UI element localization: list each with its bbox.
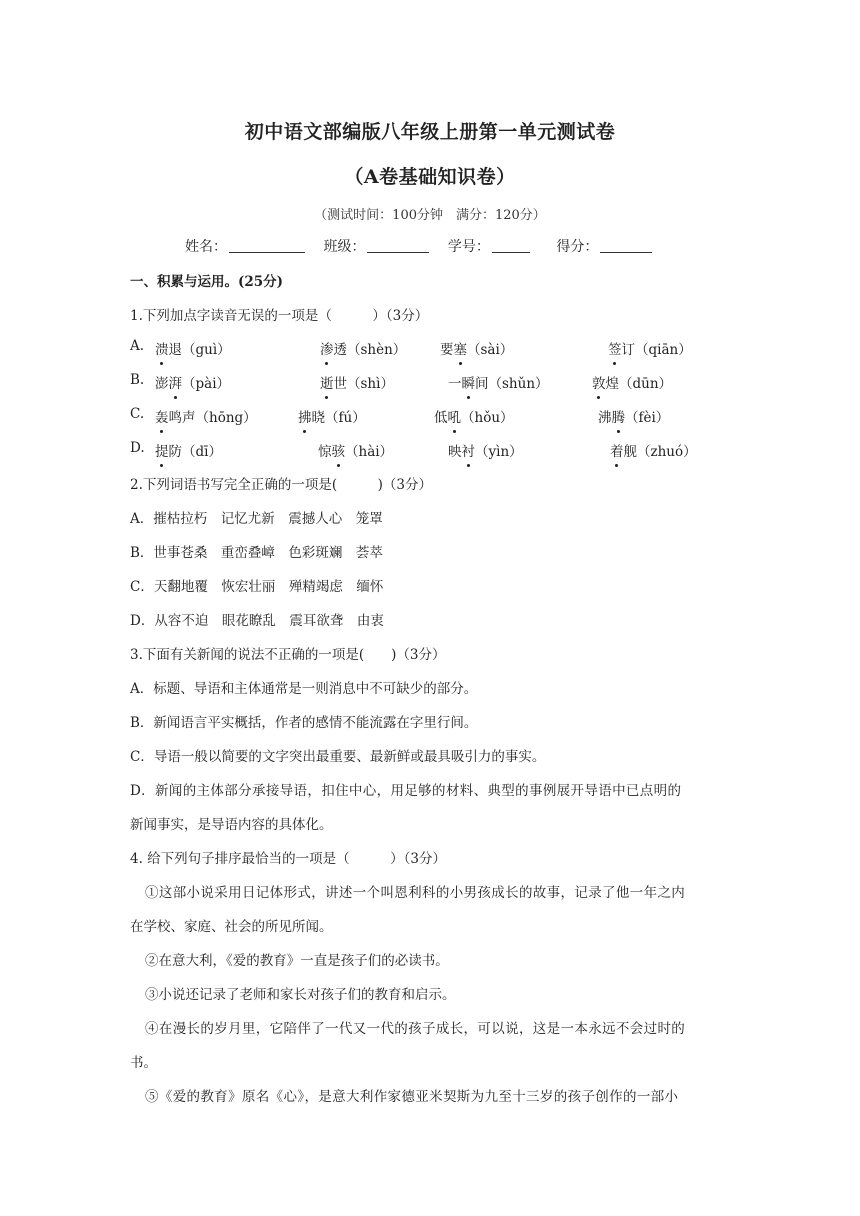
dotted-character: 吼 xyxy=(447,410,461,426)
question-1-option-item: 映衬（yìn） xyxy=(448,444,523,460)
sentence-2: ②在意大利，《爱的教育》一直是孩子们的必读书。 xyxy=(145,953,449,969)
class-label: 班级： xyxy=(323,239,366,255)
question-3-option-d: D．新闻的主体部分承接导语，扣住中心，用足够的材料、典型的事例展开导语中已点明的 xyxy=(130,783,682,799)
dotted-character: 渗 xyxy=(320,342,334,358)
question-1-option-item: 惊骇（hài） xyxy=(318,444,394,460)
question-3-option-c: C．导语一般以简要的文字突出最重要、最新鲜或最具吸引力的事实。 xyxy=(130,749,546,765)
question-2-option-c: C．天翻地覆 恢宏壮丽 殚精竭虑 缅怀 xyxy=(130,579,384,595)
id-label: 学号： xyxy=(447,239,490,255)
page-subtitle: （A卷基础知识卷） xyxy=(344,166,516,188)
dotted-character: 敦 xyxy=(592,376,606,392)
dotted-character: 塞 xyxy=(453,342,467,358)
dotted-character: 着 xyxy=(610,444,624,460)
question-1-option-item: 拂晓（fú） xyxy=(298,410,366,426)
sentence-5: ⑤《爱的教育》原名《心》，是意大利作家德亚米契斯为九至十三岁的孩子创作的一部小 xyxy=(145,1089,679,1105)
sentence-3: ③小说还记录了老师和家长对孩子们的教育和启示。 xyxy=(145,987,456,1003)
question-1-option-item: 逝世（shì） xyxy=(320,376,394,392)
question-1-option-item: 沸腾（fèi） xyxy=(598,410,670,426)
sentence-4: ④在漫长的岁月里，它陪伴了一代又一代的孩子成长，可以说，这是一本永远不会过时的 xyxy=(145,1021,686,1037)
question-1-stem: 1.下列加点字读音无误的一项是（ ）（3分） xyxy=(130,308,429,324)
question-2-stem: 2.下列词语书写完全正确的一项是( )（3分） xyxy=(130,477,433,493)
question-4-stem: 4. 给下列句子排序最恰当的一项是（ ）（3分） xyxy=(130,851,447,867)
dotted-character: 提 xyxy=(155,444,169,460)
question-2-option-d: D．从容不迫 眼花瞭乱 震耳欲聋 由衷 xyxy=(130,613,384,629)
dotted-character: 逝 xyxy=(320,376,334,392)
dotted-character: 轰 xyxy=(155,410,169,426)
dotted-character: 骇 xyxy=(331,444,345,460)
score-label: 得分： xyxy=(556,239,599,255)
question-1-option-item: 轰鸣声（hōng） xyxy=(155,410,257,426)
question-1-option-label: C. xyxy=(130,406,145,422)
sentence-1-cont: 在学校、家庭、社会的所见所闻。 xyxy=(130,919,333,935)
question-1-option-item: 溃退（guì） xyxy=(155,342,231,358)
sentence-4-cont: 书。 xyxy=(130,1055,157,1071)
question-1-option-label: A. xyxy=(130,338,145,354)
class-blank[interactable] xyxy=(367,238,429,253)
question-3-option-a: A．标题、导语和主体通常是一则消息中不可缺少的部分。 xyxy=(130,681,478,697)
page-title: 初中语文部编版八年级上册第一单元测试卷 xyxy=(244,121,616,143)
id-blank[interactable] xyxy=(492,238,530,253)
question-1-option-item: 着舰（zhuó） xyxy=(610,444,697,460)
dotted-character: 腾 xyxy=(611,410,625,426)
student-info-line xyxy=(185,236,652,256)
question-1-option-item: 渗透（shèn） xyxy=(320,342,407,358)
question-1-option-item: 低吼（hǒu） xyxy=(434,410,514,426)
dotted-character: 湃 xyxy=(168,376,182,392)
question-3-stem: 3.下面有关新闻的说法不正确的一项是( )（3分） xyxy=(130,647,446,663)
question-1-option-item: 敦煌（dūn） xyxy=(592,376,673,392)
question-2-option-a: A．摧枯拉朽 记忆尤新 震撼人心 笼罩 xyxy=(130,511,383,527)
question-1-option-item: 要塞（sài） xyxy=(440,342,514,358)
question-2-option-b: B．世事苍桑 重峦叠嶂 色彩斑斓 荟萃 xyxy=(130,545,383,561)
name-label: 姓名： xyxy=(185,239,227,255)
question-1-option-item: 签订（qiān） xyxy=(608,342,692,358)
question-1-option-item: 澎湃（pài） xyxy=(155,376,231,392)
dotted-character: 瞬 xyxy=(461,376,475,392)
sentence-1: ①这部小说采用日记体形式，讲述一个叫恩利科的小男孩成长的故事，记录了他一年之内 xyxy=(145,885,686,901)
exam-info: （测试时间：100分钟 满分：120分） xyxy=(314,208,546,223)
score-blank[interactable] xyxy=(600,238,652,253)
question-1-option-label: D. xyxy=(130,440,145,456)
question-1-option-item: 提防（dī） xyxy=(155,444,222,460)
name-blank[interactable] xyxy=(229,238,305,253)
question-1-option-label: B. xyxy=(130,372,145,388)
dotted-character: 溃 xyxy=(155,342,169,358)
question-3-option-d-cont: 新闻事实，是导语内容的具体化。 xyxy=(130,817,333,833)
question-3-option-b: B．新闻语言平实概括，作者的感情不能流露在字里行间。 xyxy=(130,715,478,731)
dotted-character: 签 xyxy=(608,342,622,358)
section-heading: 一、积累与运用。(25分) xyxy=(130,274,284,290)
question-1-option-item: 一瞬间（shǔn） xyxy=(448,376,549,392)
dotted-character: 衬 xyxy=(461,444,475,460)
dotted-character: 拂 xyxy=(298,410,312,426)
